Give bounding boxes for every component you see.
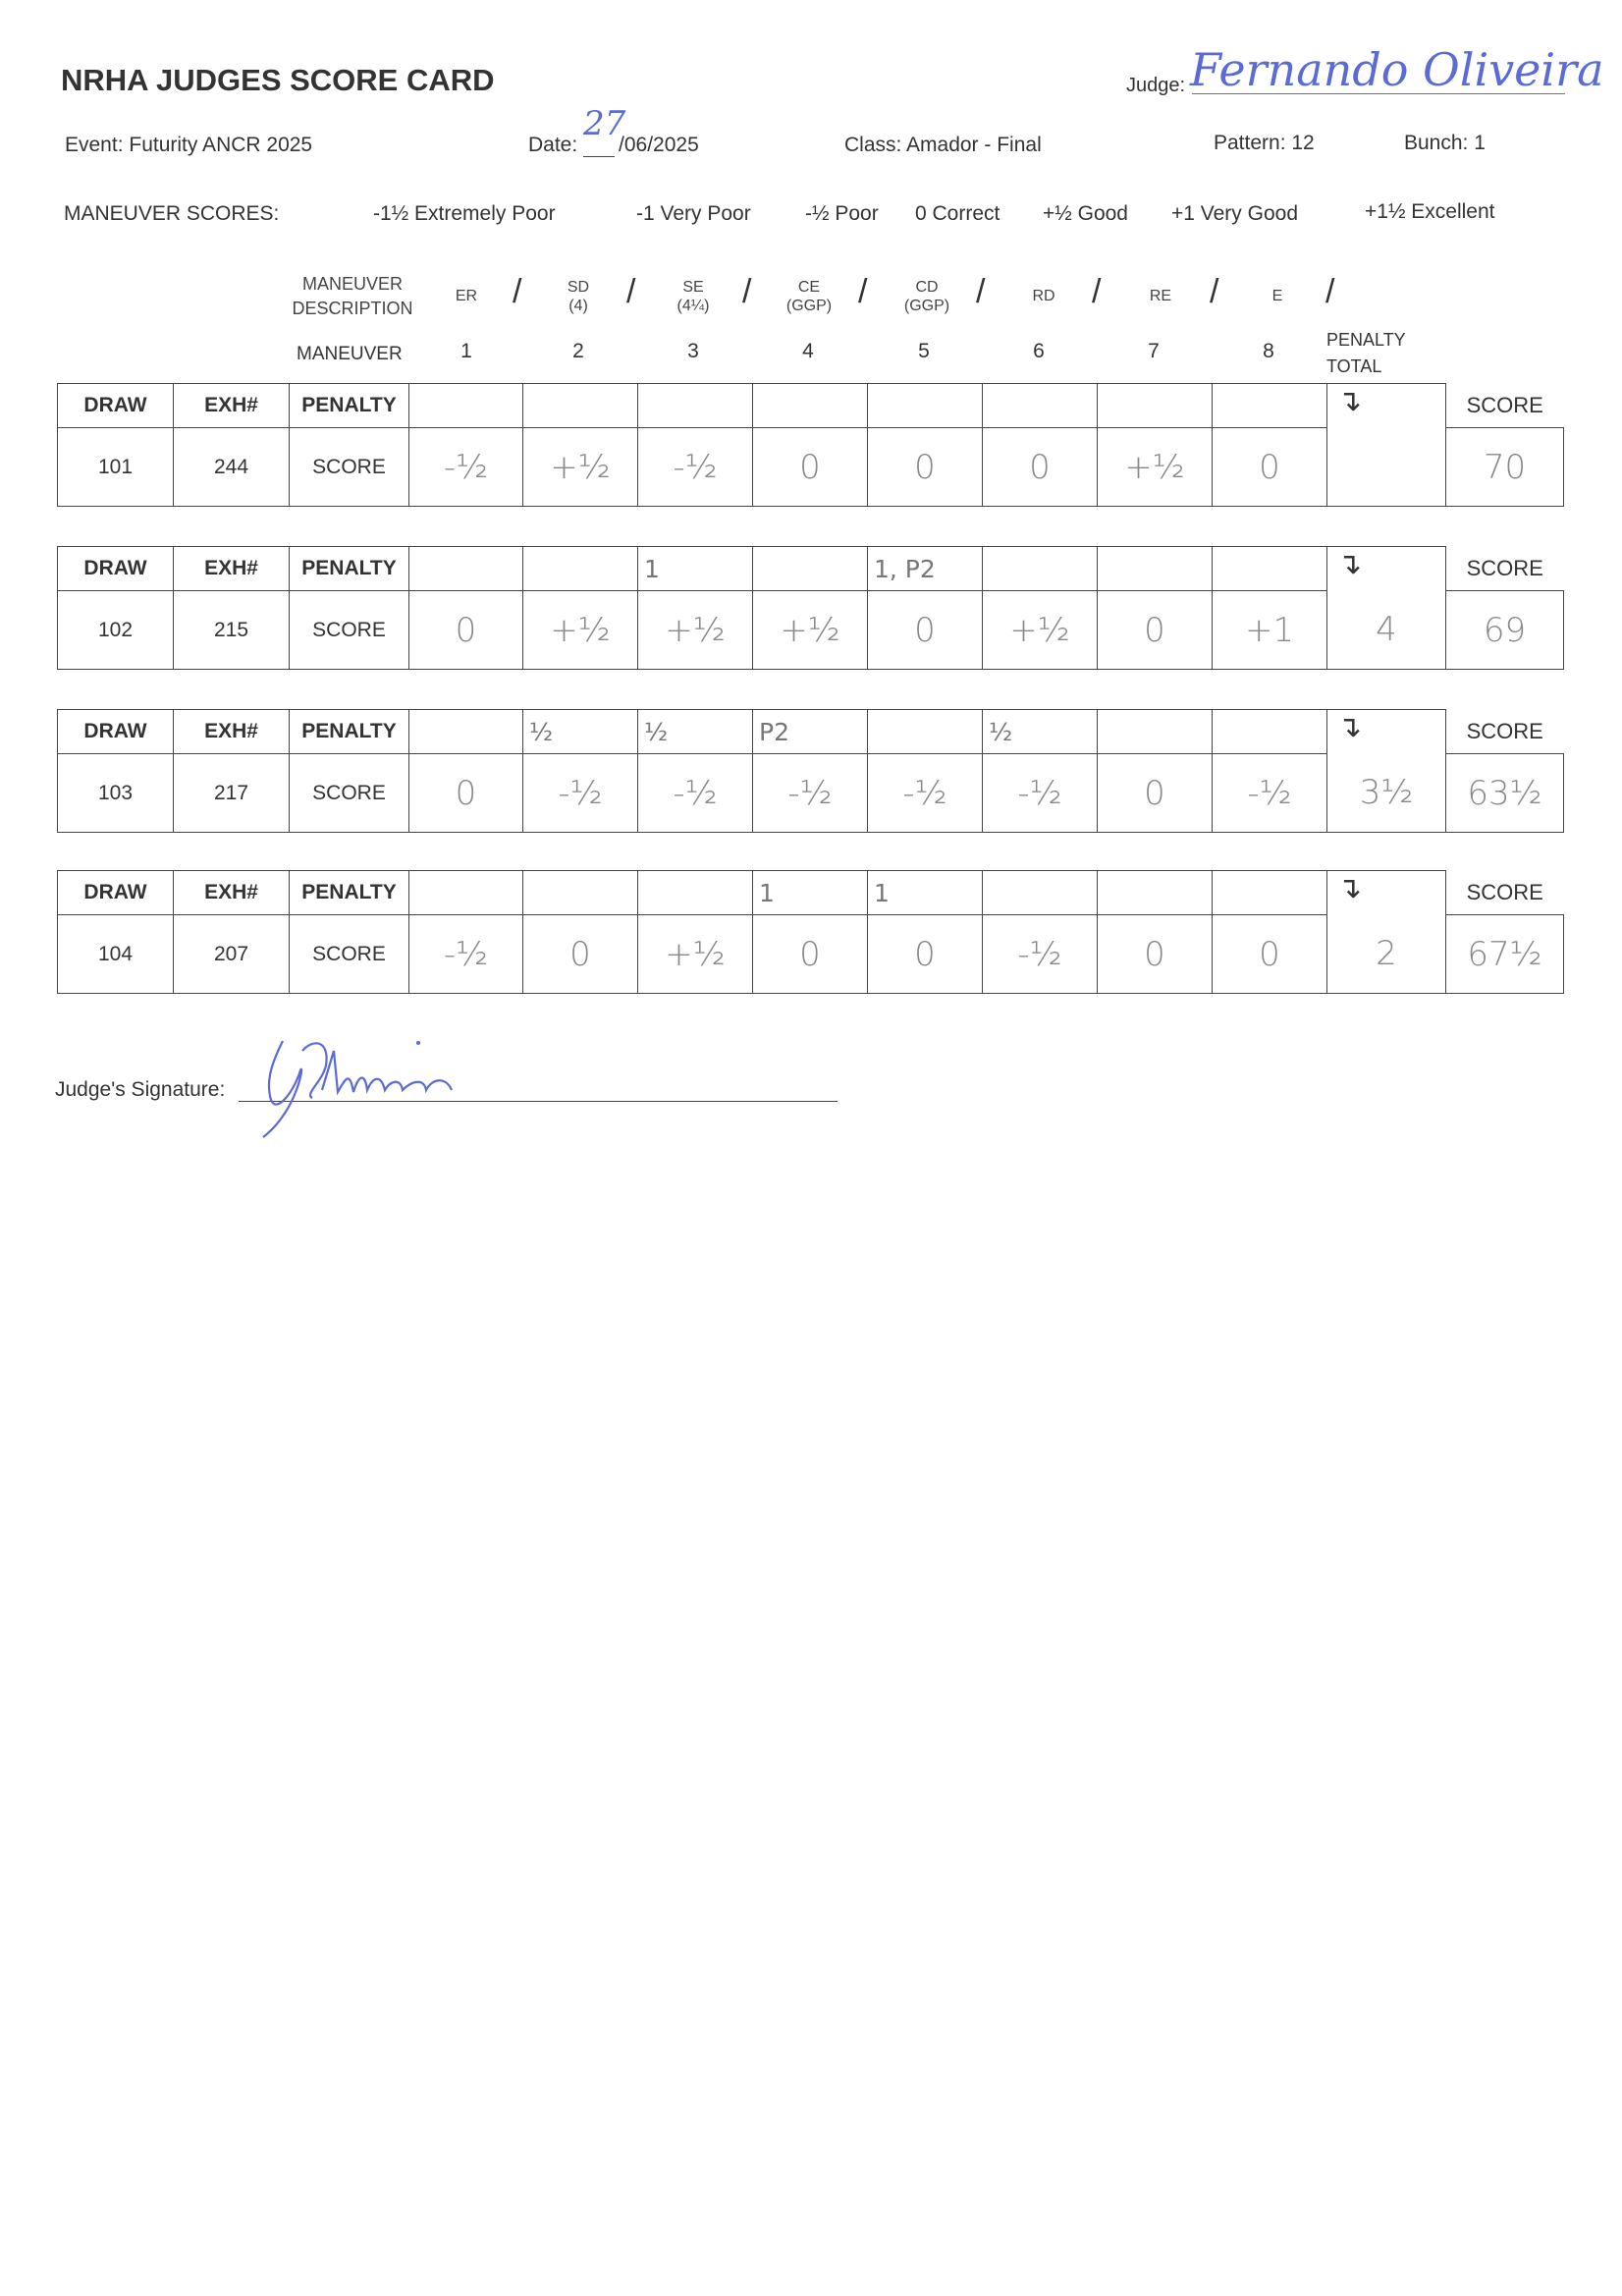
maneuver-number-label: MANEUVER [297,344,403,364]
header-divider: / [513,273,522,310]
penalty-cell[interactable] [523,384,638,428]
maneuver-score[interactable]: 0 [1098,915,1213,994]
maneuver-score[interactable]: -½ [409,915,523,994]
penalty-cell[interactable] [523,871,638,915]
final-score[interactable]: 67½ [1446,915,1564,994]
legend-item: +1 Very Good [1171,202,1299,225]
header-divider: / [1210,273,1219,310]
judge-label: Judge: [1126,75,1186,96]
exh-header: EXH# [174,384,290,428]
header-divider: / [626,273,636,310]
penalty-cell[interactable]: ½ [523,710,638,754]
draw-number: 101 [58,428,174,507]
date-day-underline [583,156,615,157]
penalty-row-label: PENALTY [290,547,409,591]
maneuver-score[interactable]: +½ [523,428,638,507]
score-table [57,383,1564,507]
legend-item: +½ Good [1043,202,1128,225]
maneuver-score[interactable]: 0 [1213,915,1327,994]
final-score-label: SCORE [1446,384,1564,428]
maneuver-score[interactable]: +½ [1098,428,1213,507]
penalty-cell[interactable] [409,871,523,915]
penalty-cell[interactable] [523,547,638,591]
maneuver-number: 7 [1148,340,1160,362]
date-label: Date: [528,134,578,156]
maneuver-code-6: RD [1032,288,1055,304]
penalty-total-arrow-icon: ↴ [1327,384,1446,428]
signature-label: Judge's Signature: [55,1078,226,1101]
penalty-total-arrow-icon: ↴ [1327,871,1446,915]
maneuver-score[interactable]: 0 [1098,754,1213,833]
exh-header: EXH# [174,710,290,754]
penalty-cell[interactable]: 1, P2 [868,547,983,591]
header-divider: / [742,273,752,310]
maneuver-score[interactable]: +1 [1213,591,1327,670]
maneuver-number: 5 [918,340,930,362]
maneuver-code-1: ER [455,288,478,304]
penalty-cell[interactable]: 1 [638,547,753,591]
maneuver-score[interactable]: +½ [638,591,753,670]
header-divider: / [858,273,868,310]
maneuver-desc-label: MANEUVER DESCRIPTION [292,274,413,318]
draw-number: 102 [58,591,174,670]
penalty-total[interactable]: 2 [1327,915,1446,994]
maneuver-score[interactable]: -½ [523,754,638,833]
penalty-cell[interactable] [1213,871,1327,915]
penalty-cell[interactable]: 1 [868,871,983,915]
maneuver-score[interactable]: 0 [523,915,638,994]
legend-item: -1½ Extremely Poor [373,202,556,225]
maneuver-number: 4 [802,340,814,362]
pattern-info: Pattern: 12 [1214,132,1315,154]
maneuver-number: 8 [1263,340,1274,362]
draw-number: 104 [58,915,174,994]
maneuver-code-3: SE (4¼) [676,279,710,314]
maneuver-score[interactable]: -½ [409,428,523,507]
penalty-cell[interactable] [868,710,983,754]
penalty-cell[interactable]: ½ [983,710,1098,754]
score-table [57,709,1564,833]
event-info: Event: Futurity ANCR 2025 [65,134,313,156]
signature-scribble-icon [243,1021,518,1149]
penalty-cell[interactable]: ½ [638,710,753,754]
draw-header: DRAW [58,384,174,428]
penalty-cell[interactable] [753,384,868,428]
maneuver-score[interactable]: 0 [868,428,983,507]
maneuver-score[interactable]: 0 [409,754,523,833]
penalty-cell[interactable] [409,384,523,428]
legend-label: MANEUVER SCORES: [64,202,280,225]
maneuver-score[interactable]: +½ [638,915,753,994]
legend-item: 0 Correct [915,202,1000,225]
maneuver-number: 6 [1033,340,1045,362]
penalty-cell[interactable] [1213,710,1327,754]
maneuver-score[interactable]: -½ [753,754,868,833]
penalty-cell[interactable] [1213,547,1327,591]
judge-name-handwritten: Fernando Oliveira [1190,43,1604,96]
penalty-cell[interactable] [1098,710,1213,754]
maneuver-code-8: E [1271,288,1283,304]
bunch-info: Bunch: 1 [1404,132,1486,154]
maneuver-code-7: RE [1149,288,1172,304]
exh-header: EXH# [174,871,290,915]
draw-header: DRAW [58,547,174,591]
maneuver-number: 1 [460,340,472,362]
exhibitor-number: 207 [174,915,290,994]
score-row-label: SCORE [290,591,409,670]
draw-number: 103 [58,754,174,833]
legend-item: -1 Very Poor [636,202,751,225]
maneuver-score[interactable]: 0 [1098,591,1213,670]
final-score-label: SCORE [1446,871,1564,915]
maneuver-score[interactable]: -½ [638,754,753,833]
maneuver-score[interactable]: 0 [409,591,523,670]
penalty-row-label: PENALTY [290,384,409,428]
final-score[interactable]: 70 [1446,428,1564,507]
penalty-cell[interactable] [868,384,983,428]
class-info: Class: Amador - Final [844,134,1042,156]
maneuver-code-2: SD (4) [567,279,590,314]
score-table [57,870,1564,994]
penalty-cell[interactable] [1098,384,1213,428]
maneuver-code-5: CD (GGP) [903,279,950,314]
maneuver-score[interactable]: 0 [868,591,983,670]
score-row-label: SCORE [290,915,409,994]
penalty-total[interactable]: 4 [1327,591,1446,670]
penalty-total-arrow-icon: ↴ [1327,710,1446,754]
draw-header: DRAW [58,871,174,915]
penalty-cell[interactable] [1098,547,1213,591]
maneuver-score[interactable]: -½ [983,754,1098,833]
date-day-handwritten: 27 [583,104,626,143]
final-score[interactable]: 63½ [1446,754,1564,833]
exhibitor-number: 215 [174,591,290,670]
penalty-row-label: PENALTY [290,710,409,754]
maneuver-score[interactable]: +½ [983,591,1098,670]
date-rest: /06/2025 [619,134,699,156]
legend-item: -½ Poor [805,202,879,225]
maneuver-number: 2 [572,340,584,362]
penalty-cell[interactable]: 1 [753,871,868,915]
maneuver-score[interactable]: 0 [868,915,983,994]
penalty-row-label: PENALTY [290,871,409,915]
exh-header: EXH# [174,547,290,591]
penalty-cell[interactable] [409,547,523,591]
penalty-total-arrow-icon: ↴ [1327,547,1446,591]
final-score-label: SCORE [1446,547,1564,591]
maneuver-score[interactable]: -½ [1213,754,1327,833]
exhibitor-number: 217 [174,754,290,833]
penalty-total-label: PENALTY TOTAL [1326,330,1406,376]
score-row-label: SCORE [290,754,409,833]
maneuver-score[interactable]: +½ [523,591,638,670]
penalty-cell[interactable] [409,710,523,754]
score-table [57,546,1564,670]
header-divider: / [1092,273,1102,310]
penalty-cell[interactable] [983,384,1098,428]
penalty-total[interactable] [1327,428,1446,507]
legend-item: +1½ Excellent [1365,200,1495,223]
maneuver-number: 3 [687,340,699,362]
maneuver-score[interactable]: -½ [868,754,983,833]
penalty-cell[interactable] [1213,384,1327,428]
penalty-cell[interactable] [638,384,753,428]
penalty-total[interactable]: 3½ [1327,754,1446,833]
maneuver-score[interactable]: 0 [1213,428,1327,507]
penalty-cell[interactable] [1098,871,1213,915]
exhibitor-number: 244 [174,428,290,507]
judge-signature [243,1021,518,1154]
maneuver-score[interactable]: -½ [983,915,1098,994]
header-divider: / [976,273,986,310]
score-row-label: SCORE [290,428,409,507]
card-title: NRHA JUDGES SCORE CARD [61,63,495,97]
maneuver-score[interactable]: 0 [753,915,868,994]
penalty-cell[interactable] [983,871,1098,915]
draw-header: DRAW [58,710,174,754]
maneuver-score[interactable]: +½ [753,591,868,670]
maneuver-code-4: CE (GGP) [785,279,833,314]
penalty-cell[interactable] [983,547,1098,591]
penalty-cell[interactable] [638,871,753,915]
maneuver-score[interactable]: 0 [753,428,868,507]
final-score[interactable]: 69 [1446,591,1564,670]
maneuver-score[interactable]: -½ [638,428,753,507]
maneuver-score[interactable]: 0 [983,428,1098,507]
penalty-cell[interactable] [753,547,868,591]
judge-underline [1192,93,1565,94]
penalty-cell[interactable]: P2 [753,710,868,754]
final-score-label: SCORE [1446,710,1564,754]
header-divider: / [1325,273,1335,310]
